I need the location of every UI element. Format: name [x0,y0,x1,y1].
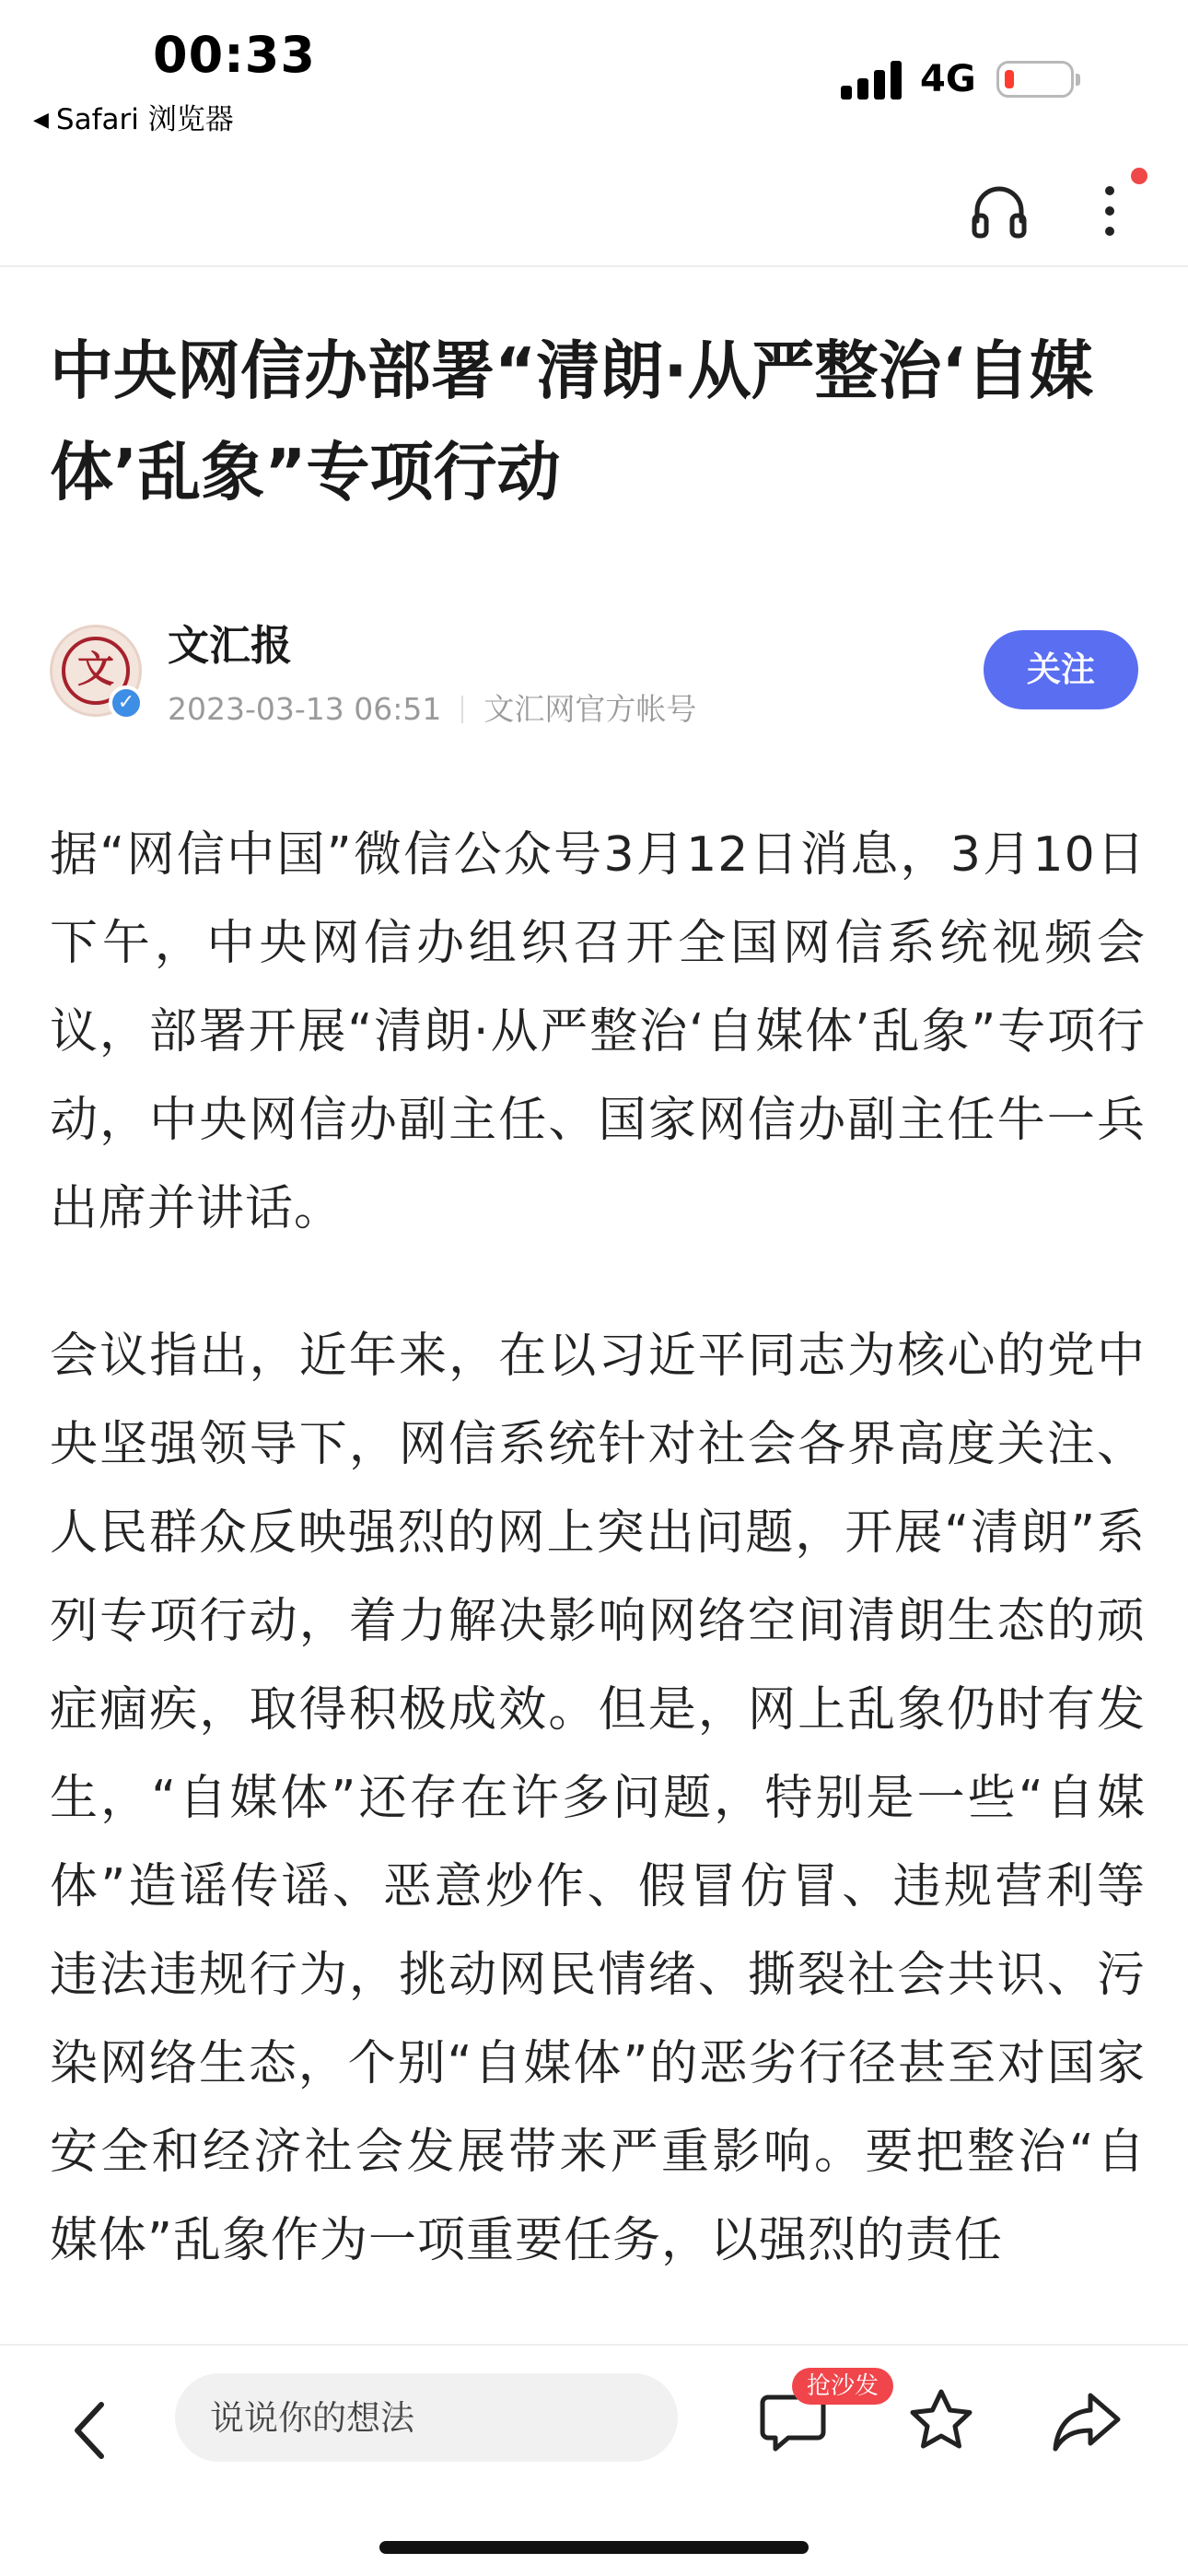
bottom-action-bar [0,2344,1188,2576]
sofa-badge[interactable]: 抢沙发 [792,2368,893,2405]
avatar-seal: 文 [62,637,130,705]
comment-input[interactable] [175,2373,678,2462]
article-title: 中央网信办部署“清朗·从严整治‘自媒体’乱象”专项行动 [50,334,1093,509]
home-indicator [379,2541,809,2554]
article-meta [168,685,696,729]
meta-divider [461,696,463,723]
follow-button[interactable]: 关注 [984,630,1138,709]
cellular-signal-icon [841,61,902,100]
share-arrow-icon[interactable] [1050,2384,1124,2458]
back-to-safari-link[interactable] [33,96,234,137]
status-time: 00:33 [153,26,316,84]
article-paragraph: 会议指出，近年来，在以习近平同志为核心的党中央坚强领导下，网信系统针对社会各界高度关注、人民群众反映强烈的网上突出问题，开展“清朗”系列专项行动，着力解决影响网络空间清朗生态的顽症痼疾，取得积极成效。但是，网上乱象仍时有发生，“自媒体”还存在许多问题，特别是一些“自媒体”造谣传谣、恶意炒作、假冒仿冒、违规营利等违法违规行为，挑动网民情绪、撕裂社会共识、污染网络生态，个别“自媒体”的恶劣行径甚至对国家安全和经济社会发展带来严重影响。要把整治“自媒体”乱象作为一项重要任务，以强烈的责任 [50,1329,1146,2268]
notification-dot [1131,168,1147,184]
status-bar [0,0,1188,147]
author-name[interactable]: 文汇报 [168,621,293,670]
account-description: 文汇网官方帐号 [483,691,697,727]
battery-fill [1005,70,1014,88]
top-toolbar [0,147,1188,267]
back-chevron-icon[interactable] [64,2394,120,2467]
headphones-icon[interactable] [969,181,1030,241]
more-options-icon[interactable] [1087,177,1133,245]
network-type: 4G [920,58,976,100]
battery-icon [996,61,1074,98]
article-paragraph: 据“网信中国”微信公众号3月12日消息，3月10日下午，中央网信办组织召开全国网信系统视频会议，部署开展“清朗·从严整治‘自媒体’乱象”专项行动，中央网信办副主任、国家网信办副主任牛一兵出席并讲话。 [50,827,1146,1236]
back-triangle-icon: ◀ [33,109,49,132]
favorite-star-icon[interactable] [904,2384,978,2458]
back-app-label: Safari 浏览器 [55,103,234,136]
verified-badge-icon: ✓ [109,685,144,720]
author-row [50,608,1138,728]
publish-date: 2023-03-13 06:51 [168,691,442,727]
